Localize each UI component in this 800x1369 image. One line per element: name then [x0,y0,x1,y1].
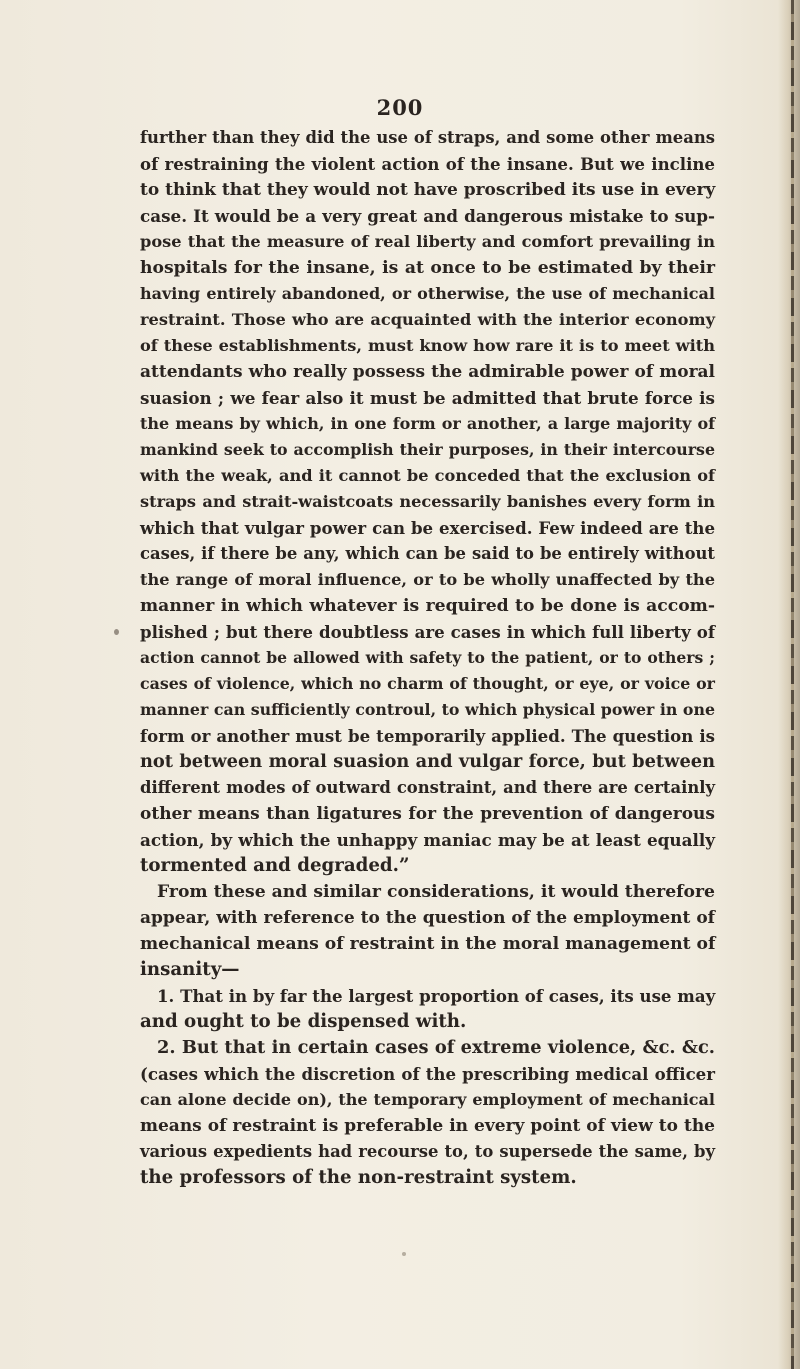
text-line: mankind seek to accomplish their purposes, in their intercourse [140,440,715,459]
text-line: (cases which the discretion of the prescribing medical officer [140,1064,715,1084]
page-number: 200 [376,95,424,120]
text-line: appear, with reference to the question of the employment of [140,908,715,928]
text-line: plished ; but there doubtless are cases in which full liberty of [140,622,715,642]
text-line: can alone decide on), the temporary employment of mechanical [140,1090,715,1109]
text-line: further than they did the use of straps, and some other means [140,128,715,147]
text-line: the range of moral influence, or to be wholly unaffected by the [140,570,715,589]
text-line: manner can sufficiently controul, to which physical power in one [140,700,715,719]
text-line: case. It would be a very great and dangerous mistake to sup- [140,206,715,226]
text-line: other means than ligatures for the prevention of dangerous [140,804,715,824]
text-line: the means by which, in one form or another, a large majority of [140,414,715,433]
text-line: hospitals for the insane, is at once to be estimated by their [140,258,715,278]
text-line: form or another must be temporarily applied. The question is [140,726,715,746]
text-line: not between moral suasion and vulgar force, but between [140,751,715,772]
text-line: action, by which the unhappy maniac may be at least equally [140,830,715,850]
text-line: to think that they would not have proscribed its use in every [140,180,716,200]
text-line: of these establishments, must know how rare it is to meet with [140,336,715,355]
text-line: action cannot be allowed with safety to the patient, or to others ; [140,648,715,667]
text-line: 1. That in by far the largest proportion of cases, its use may [157,986,716,1006]
text-line: From these and similar considerations, it would therefore [157,882,715,902]
text-line: means of restraint is preferable in every point of view to the [140,1116,715,1136]
text-line: cases of violence, which no charm of thought, or eye, or voice or [140,674,715,693]
text-line: 2. But that in certain cases of extreme violence, &c. &c. [157,1037,715,1058]
binding-edge [791,0,794,1369]
text-line: with the weak, and it cannot be conceded that the exclusion of [140,466,715,485]
text-line: pose that the measure of real liberty and comfort prevailing in [140,232,715,251]
page-edge-shadow [778,0,800,1369]
text-line: attendants who really possess the admirable power of moral [140,362,715,382]
text-line: restraint. Those who are acquainted with the interior economy [140,310,715,329]
text-line: insanity— [140,959,240,980]
text-line: different modes of outward constraint, and there are certainly [140,778,715,797]
text-line: of restraining the violent action of the insane. But we incline [140,154,715,174]
body-text [140,125,715,1191]
ink-spot [114,629,119,635]
text-line: cases, if there be any, which can be said to be entirely without [140,544,715,563]
text-line: suasion ; we fear also it must be admitted that brute force is [140,388,715,408]
text-line: which that vulgar power can be exercised. Few indeed are the [140,518,715,538]
text-line: mechanical means of restraint in the moral management of [140,934,716,954]
ink-spot [402,1252,406,1256]
text-line: manner in which whatever is required to be done is accom- [140,596,715,616]
text-line: various expedients had recourse to, to supersede the same, by [140,1142,715,1161]
text-line: tormented and degraded.” [140,855,410,876]
text-line: the professors of the non-restraint system. [140,1167,577,1188]
text-line: and ought to be dispensed with. [140,1011,467,1032]
text-line: having entirely abandoned, or otherwise, the use of mechanical [140,284,715,303]
text-line: straps and strait-waistcoats necessarily banishes every form in [140,492,715,511]
